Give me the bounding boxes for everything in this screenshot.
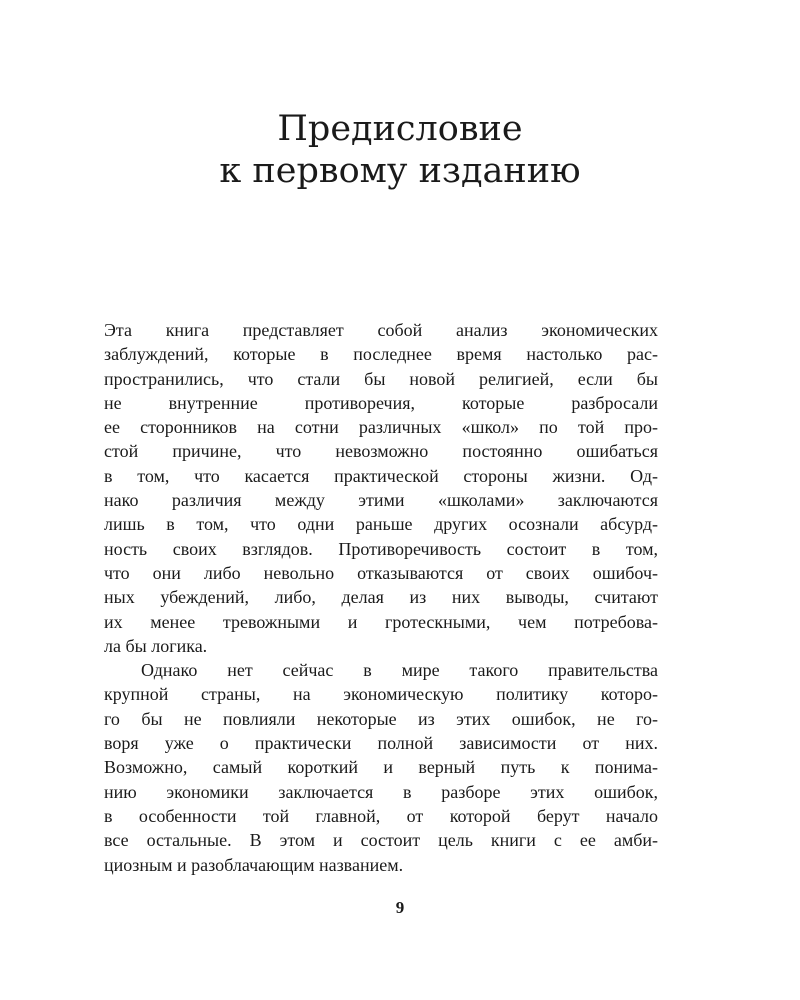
text-line: что они либо невольно отказываются от своих ошибоч-	[104, 562, 658, 583]
chapter-title-line-1: Предисловие	[277, 109, 523, 149]
text-line: Эта книга представляет собой анализ экономических	[104, 320, 658, 340]
text-line: заблуждений, которые в последнее время настолько рас-	[104, 344, 658, 365]
text-line: ных убеждений, либо, делая из них выводы, считают	[104, 587, 658, 608]
paragraph-2	[104, 658, 658, 877]
text-line: ее сторонников на сотни различных «школ» по той про-	[104, 417, 658, 438]
text-line: Однако нет сейчас в мире такого правительства	[141, 660, 658, 681]
text-line: го бы не повлияли некоторые из этих ошибок, не го-	[104, 708, 658, 729]
text-line: нию экономики заключается в разборе этих ошибок,	[104, 781, 658, 802]
text-line: воря уже о практически полной зависимости от них.	[104, 733, 658, 754]
chapter-title-line-2: к первому изданию	[219, 151, 581, 191]
text-line: их менее тревожными и гротескными, чем потребова-	[104, 611, 658, 632]
text-line: ла бы логика.	[104, 635, 208, 656]
text-line: ность своих взглядов. Противоречивость состоит в том,	[104, 538, 658, 559]
text-line: в том, что касается практической стороны жизни. Од-	[104, 465, 658, 486]
body-text	[104, 318, 658, 877]
text-line: пространились, что стали бы новой религией, если бы	[104, 368, 658, 389]
text-line: не внутренние противоречия, которые разбросали	[104, 392, 658, 413]
paragraph-1	[104, 318, 658, 658]
text-line: циозным и разоблачающим названием.	[104, 854, 404, 875]
text-line: все остальные. В этом и состоит цель книги с ее амби-	[104, 830, 658, 851]
text-line: в особенности той главной, от которой берут начало	[104, 805, 658, 826]
text-line: Возможно, самый короткий и верный путь к понима-	[104, 757, 658, 778]
text-line: нако различия между этими «школами» заключаются	[104, 490, 658, 511]
text-line: лишь в том, что одни раньше других осознали абсурд-	[104, 514, 658, 535]
chapter-title	[0, 108, 800, 192]
page-number: 9	[395, 898, 405, 917]
text-line: крупной страны, на экономическую политику которо-	[104, 684, 658, 705]
text-line: стой причине, что невозможно постоянно ошибаться	[104, 441, 658, 462]
